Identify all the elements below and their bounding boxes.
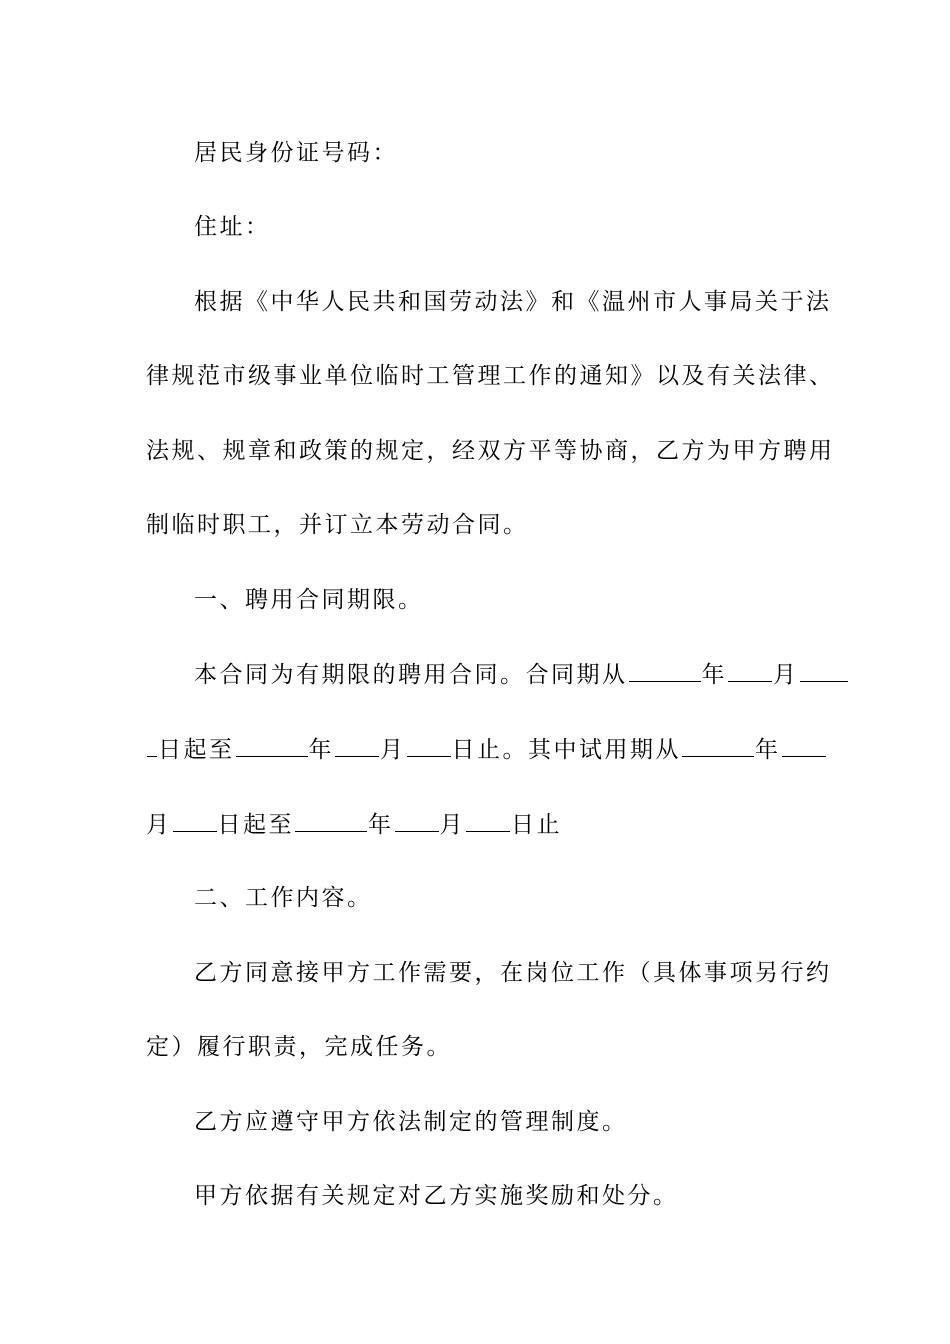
blank-end-day (407, 734, 451, 757)
term-line-3 (146, 809, 826, 839)
blank-end-month (335, 734, 379, 757)
intro-line-1: 根据《中华人民共和国劳动法》和《温州市人事局关于法 (194, 289, 832, 315)
term-month-unit: 月 (380, 737, 406, 763)
blank-trial-end-month (395, 809, 439, 832)
blank-trial-start-day (173, 809, 217, 832)
blank-trial-start-year (682, 734, 754, 757)
blank-start-day-cont (147, 734, 157, 757)
blank-end-year (236, 734, 308, 757)
term-month-unit: 月 (773, 662, 799, 688)
term-year-unit: 年 (308, 737, 334, 763)
work-line-1: 乙方同意接甲方工作需要，在岗位工作（具体事项另行约 (194, 960, 832, 986)
blank-start-year (629, 659, 701, 682)
term-year-unit: 年 (701, 662, 727, 688)
term-month-unit: 月 (146, 812, 172, 838)
section-1-title: 一、聘用合同期限。 (194, 587, 424, 613)
term-line-2 (146, 734, 826, 764)
address-label: 住址： (194, 214, 271, 240)
blank-trial-end-day (466, 809, 510, 832)
term-year-unit: 年 (755, 737, 781, 763)
term-line-1 (194, 659, 874, 689)
rewards-line: 甲方依据有关规定对乙方实施奖励和处分。 (194, 1183, 679, 1209)
term-day-from: 日起至 (158, 737, 235, 763)
term-day-from: 日起至 (217, 812, 294, 838)
term-day-end: 日止。其中试用期从 (451, 737, 681, 763)
blank-start-month (728, 659, 772, 682)
blank-start-day (800, 659, 848, 682)
term-year-unit: 年 (368, 812, 394, 838)
blank-trial-end-year (295, 809, 367, 832)
blank-trial-start-month (782, 734, 826, 757)
work-line-2: 定）履行职责，完成任务。 (146, 1034, 452, 1060)
intro-line-4: 制临时职工，并订立本劳动合同。 (146, 512, 529, 538)
intro-line-3: 法规、规章和政策的规定，经双方平等协商，乙方为甲方聘用 (146, 438, 835, 464)
rules-line: 乙方应遵守甲方依法制定的管理制度。 (194, 1109, 628, 1135)
section-2-title: 二、工作内容。 (194, 885, 373, 911)
term-day-to: 日止 (511, 812, 562, 838)
id-number-label: 居民身份证号码： (194, 140, 398, 166)
intro-line-2: 律规范市级事业单位临时工管理工作的通知》以及有关法律、 (146, 363, 835, 389)
term-month-unit: 月 (439, 812, 465, 838)
term-text-start: 本合同为有期限的聘用合同。合同期从 (194, 662, 628, 688)
